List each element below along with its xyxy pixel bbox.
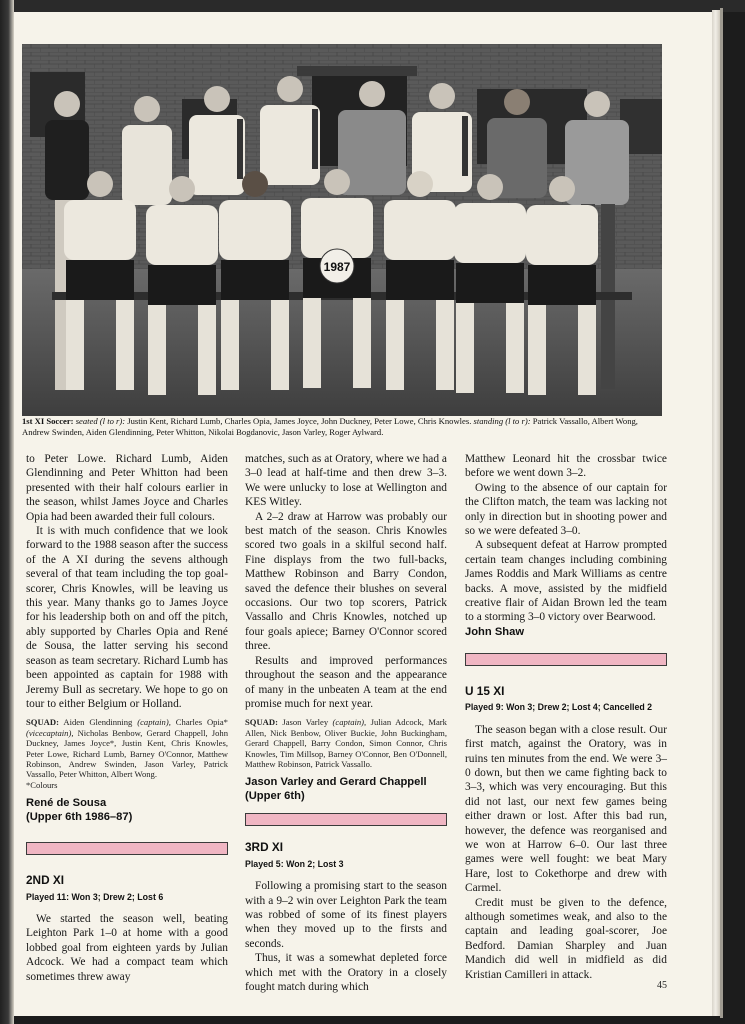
section-results: Played 5: Won 2; Lost 3 xyxy=(245,858,344,869)
paragraph: to Peter Lowe. Richard Lumb, Aiden Glendinning and Peter Whitton had been presented with their half colours earlier in the season, whilst James Joyce and Charles Opia had been awarded their full colours. xyxy=(26,453,228,523)
caption-seated-label: seated (l to r): xyxy=(75,416,126,426)
caption-standing-names: Patrick Vassallo, Albert Wong, Andrew Swinden, Aiden Glendinning, Peter Whitton, Nikolai Bogdanovic, Jason Varley, Roger Aylward. xyxy=(22,416,638,438)
paragraph: Following a promising start to the season with a 9–2 win over Leighton Park the team was robbed of some of its finest players when they moved up to the firsts and seconds. xyxy=(245,880,447,950)
page-edge-shadow xyxy=(720,8,723,1018)
section-heading: U 15 XI xyxy=(465,683,505,698)
caption-lead: 1st XI Soccer: xyxy=(22,416,74,426)
column-2 xyxy=(245,452,447,994)
section-divider xyxy=(245,813,447,826)
squad-role: (captain), xyxy=(332,717,367,728)
ball-year-text: 1987 xyxy=(323,260,351,274)
paragraph: Matthew Leonard hit the crossbar twice before we went down 3–2. xyxy=(465,453,667,480)
column-3 xyxy=(465,452,667,982)
paragraph: Owing to the absence of our captain for the Clifton match, the team was lacking not only in direction but in shooting power and so we were defeated 3–0. xyxy=(465,481,667,538)
paragraph: A 2–2 draw at Harrow was probably our best match of the season. Chris Knowles scored two goals in a skilful second half. Fine displays from the two full-backs, Matthew Robinson and Barry Condon, saved the defence their blushes on several occasions. Our two top scorers, Patrick Vassallo and Chris Knowles, notched up four goals apiece; Barney O'Connor scored three. xyxy=(245,510,447,653)
squad-name: Jason Varley xyxy=(282,717,329,728)
squad-name: Aiden Glendinning xyxy=(63,717,133,728)
section-heading: 3RD XI xyxy=(245,840,284,855)
squad-role: (captain), xyxy=(137,717,171,728)
caption-seated-names: Justin Kent, Richard Lumb, Charles Opia, James Joyce, John Duckney, Peter Lowe, Chris Knowles. xyxy=(127,416,472,426)
caption-standing-label: standing (l to r): xyxy=(473,416,531,426)
paragraph: matches, such as at Oratory, where we had a 3–0 lead at half-time and then drew 3–3. We were unlucky to lose at Wellington and KES Witley. xyxy=(245,453,447,509)
squad-names: Nicholas Benbow, Gerard Chappell, John Duckney, James Joyce*, Justin Kent, Chris Knowles, Peter Lowe, Richard Lumb, Barney O'Connor, Matthew Robinson, Andrew Swinden, Jason Varley, Patrick Vassallo, Peter Whitton, Albert Wong. xyxy=(26,727,228,780)
paragraph: The season began with a close result. Our first match, against the Oratory, was in ruins ten minutes from the end. We were 3–0 down, but then we came fighting back to 3–3, which was very encouraging. But this did not last, our next few games being either drawn or lost. After this bad run, however, the defence was reorganised and we won at Harrow 6–0. Our last three games were well fought: we beat Mary Hare, lost to Cokethorpe and drew with Carmel. xyxy=(465,723,667,895)
scan-top-edge xyxy=(0,0,745,12)
author-signature: René de Sousa (Upper 6th 1986–87) xyxy=(26,797,133,824)
page-number: 45 xyxy=(657,980,667,991)
squad-note: *Colours xyxy=(26,779,58,790)
paragraph: A subsequent defeat at Harrow prompted certain team changes including combining James Roddis and Mark Williams as centre backs. A move, assisted by the midfield creative flair of Aidan Brown led the team to a storming 3–0 victory over Bearwood. xyxy=(465,539,667,624)
author-signature: John Shaw xyxy=(465,625,525,638)
section-results: Played 11: Won 3; Drew 2; Lost 6 xyxy=(26,891,164,902)
squad-role: (vicecaptain), xyxy=(26,727,74,738)
squad-label: SQUAD: xyxy=(245,717,278,728)
football xyxy=(320,249,354,283)
paragraph: We started the season well, beating Leighton Park 1–0 at home with a good lobbed goal from eighteen yards by Julian Adcock. We had a compact team which sometimes threw away xyxy=(26,912,228,983)
section-heading: 2ND XI xyxy=(26,873,65,888)
squad-list xyxy=(26,717,228,790)
paragraph: Thus, it was a somewhat depleted force which met with the Oratory in a closely fought match during which xyxy=(245,952,447,993)
section-divider xyxy=(26,842,228,855)
squad-label: SQUAD: xyxy=(26,717,59,728)
section-results: Played 9: Won 3; Drew 2; Lost 4; Cancelled 2 xyxy=(465,702,653,713)
paragraph: Results and improved performances throughout the season and the appearance of many in the unbeaten A team at the end promise much for next year. xyxy=(245,654,447,710)
paragraph: Credit must be given to the defence, although sometimes weak, and also to the captain and leading goal-scorer, Joe Bedford. Damian Sharpley and Juan Mandich did well in midfield as did Kristian Camilleri in attack. xyxy=(465,896,667,981)
paragraph: It is with much confidence that we look forward to the 1988 season after the success of the A XI during the sevens although several of that team including the top goal-scorer, Chris Knowles, will be leaving us this year. Many thanks go to James Joyce for his leadership both on and off the pitch, ably supported by Charles Opia and René de Sousa, the latter serving his second season as team secretary. Richard Lumb has been appointed as captain for 1988 with Jeremy Bull as secretary. We hope to go on tour to either Belgium or Holland. xyxy=(26,525,228,710)
book-gutter xyxy=(0,0,14,1024)
photo-caption xyxy=(22,416,662,438)
squad-list xyxy=(245,717,447,769)
section-divider xyxy=(465,653,667,666)
author-signature: Jason Varley and Gerard Chappell (Upper 6th) xyxy=(245,776,427,803)
squad-name: Charles Opia* xyxy=(175,717,228,728)
column-1 xyxy=(26,452,228,984)
team-photo xyxy=(22,44,662,416)
page-edge xyxy=(712,10,720,1016)
squad-names: Julian Adcock, Mark Allen, Nick Benbow, Oliver Buckie, John Buckingham, Gerard Chappell, Barry Condon, Simon Connor, Chris Knowles, Tim Millsop, Barney O'Connor, Ben O'Donnell, Matthew Robinson, Patrick Vassallo. xyxy=(245,717,447,769)
